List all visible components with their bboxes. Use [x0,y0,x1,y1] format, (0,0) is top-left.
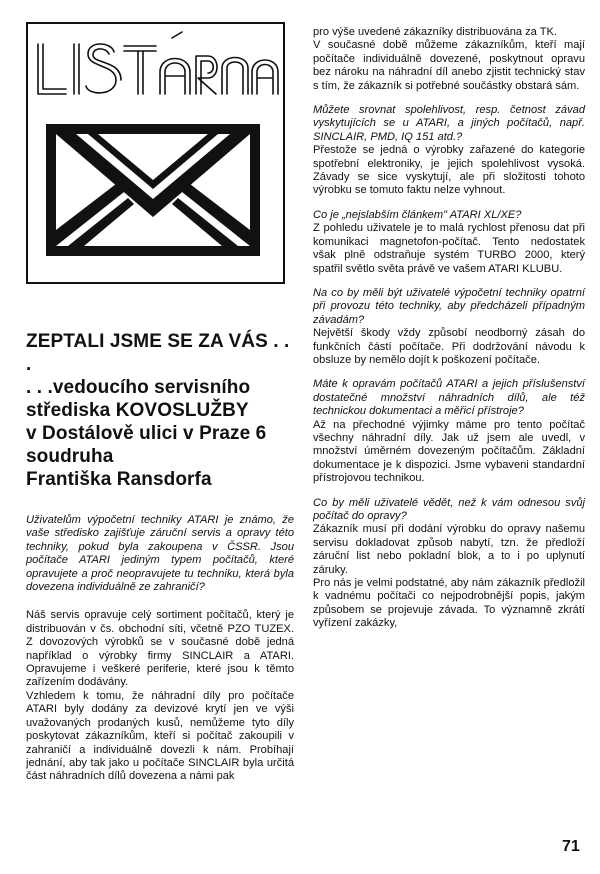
article-headline [26,330,294,491]
answer-paragraph: Pro nás je velmi podstatné, aby nám zákazník předložil k vadnému počítači co nejpodrobnější popis, jakým způsobem se projevuje závada. To významně zkrátí vyřízení zakázky, [313,577,585,630]
answer-paragraph: Přestože se jedná o výrobky zařazené do kategorie spotřební elektroniky, je jejich spolehlivost vysoká. Závady se sice vyskytují, ale při složitosti tohoto výrobku se tomuto faktu nelze vyhnout. [313,144,585,197]
question-paragraph: Na co by měli být uživatelé výpočetní techniky opatrní při provozu této techniky, aby předcházeli případným závadám? [313,286,585,326]
headline-line: střediska KOVOSLUŽBY [26,400,249,421]
answer-paragraph: Z pohledu uživatele je to malá rychlost přenosu dat při komunikaci magnetofon-počítač. Tento nedostatek však plně odstraňuje systém TURBO 2000, který spatřil světlo světa právě ve vašem ATARI KLUBU. [313,222,585,275]
headline-line: ZEPTALI JSME SE ZA VÁS . . . [26,331,290,375]
headline-line: v Dostálově ulici v Praze 6 [26,423,267,444]
envelope-graphic [46,124,260,256]
headline-line: soudruha [26,446,114,467]
right-column [313,26,585,631]
answer-paragraph: pro výše uvedené zákazníky distribuována za TK. [313,26,557,38]
answer-paragraph: Největší škody vždy způsobí neodborný zásah do funkčních částí počítače. Při dodržování návodu k obsluze by nemělo dojít k poškození počítače. [313,327,585,366]
envelope-icon [28,24,283,282]
page-number: 71 [562,838,580,855]
question-paragraph: Máte k opravám počítačů ATARI a jejich příslušenství dostatečné množství náhradních dílů, ale též technickou dokumentaci a měřicí přístroje? [313,378,585,418]
question-paragraph: Co je „nejslabším článkem" ATARI XL/XE? [313,208,522,221]
answer-paragraph: Vzhledem k tomu, že náhradní díly pro počítače ATARI byly dodány za devizové krytí jen ve výši uvažovaných prodaných kusů, nemůžeme tyto díly poskytovat zákazníkům, kteří si počítač zakoupili v zahraničí a individuálně dovezli k nám. Probíhají jednání, aby tak jako u počítače SINCLAIR byla určitá část náhradních dílů dovezena a námi pak [26,689,294,783]
headline-line: Františka Ransdorfa [26,469,212,490]
question-paragraph: Co by měli uživatelé vědět, než k vám odnesou svůj počítač do opravy? [313,496,585,522]
answer-paragraph: Až na přechodné výjimky máme pro tento počítač všechny náhradní díly. Jak už jsem ale uvedl, v množství úměrném dovezeným počítačům. Základní dokumentace je k dispozici. Jsme vybaveni standardní přístrojovou technikou. [313,418,585,485]
answer-paragraph: Zákazník musí při dodání výrobku do opravy našemu servisu dokladovat způsob nabytí, tzn. že předloží záruční list nebo pokladní blok, a to i po uplynutí záruky. [313,523,585,576]
answer-paragraph: Náš servis opravuje celý sortiment počítačů, který je distribuován v čs. obchodní síti, včetně PZO TUZEX. Z dovozových výrobků se v současné době jedná například o výrobky firmy SINCLAIR a ATARI. Opravujeme i veškeré periferie, které jsou k těmto zařízením dodávány. [26,609,294,689]
listarna-logo [26,22,285,284]
question-paragraph: Uživatelům výpočetní techniky ATARI je známo, že vaše středisko zajišťuje záruční servis a opravy této techniky, pokud byla zakoupena v ČSSR. Jsou počítače ATARI jediným typem počítačů, které opravujete a proč neopravujete tu techniku, která byla dovezena individuálně ze zahraničí? [26,514,294,594]
left-column [26,322,294,784]
headline-line: . . .vedoucího servisního [26,377,251,398]
logo-lettering [38,32,278,94]
question-paragraph: Můžete srovnat spolehlivost, resp. četnost závad vyskytujících se u ATARI, a jiných počítačů, např. SINCLAIR, PMD, IQ 151 atd.? [313,104,585,143]
answer-paragraph: V současné době můžeme zákazníkům, kteří mají počítače individuálně dovezené, poskytnout opravu bez nároku na náhradní díl anebo zjistit technický stav s tím, že zákazník si potřebné součástky obstará sám. [313,39,585,92]
